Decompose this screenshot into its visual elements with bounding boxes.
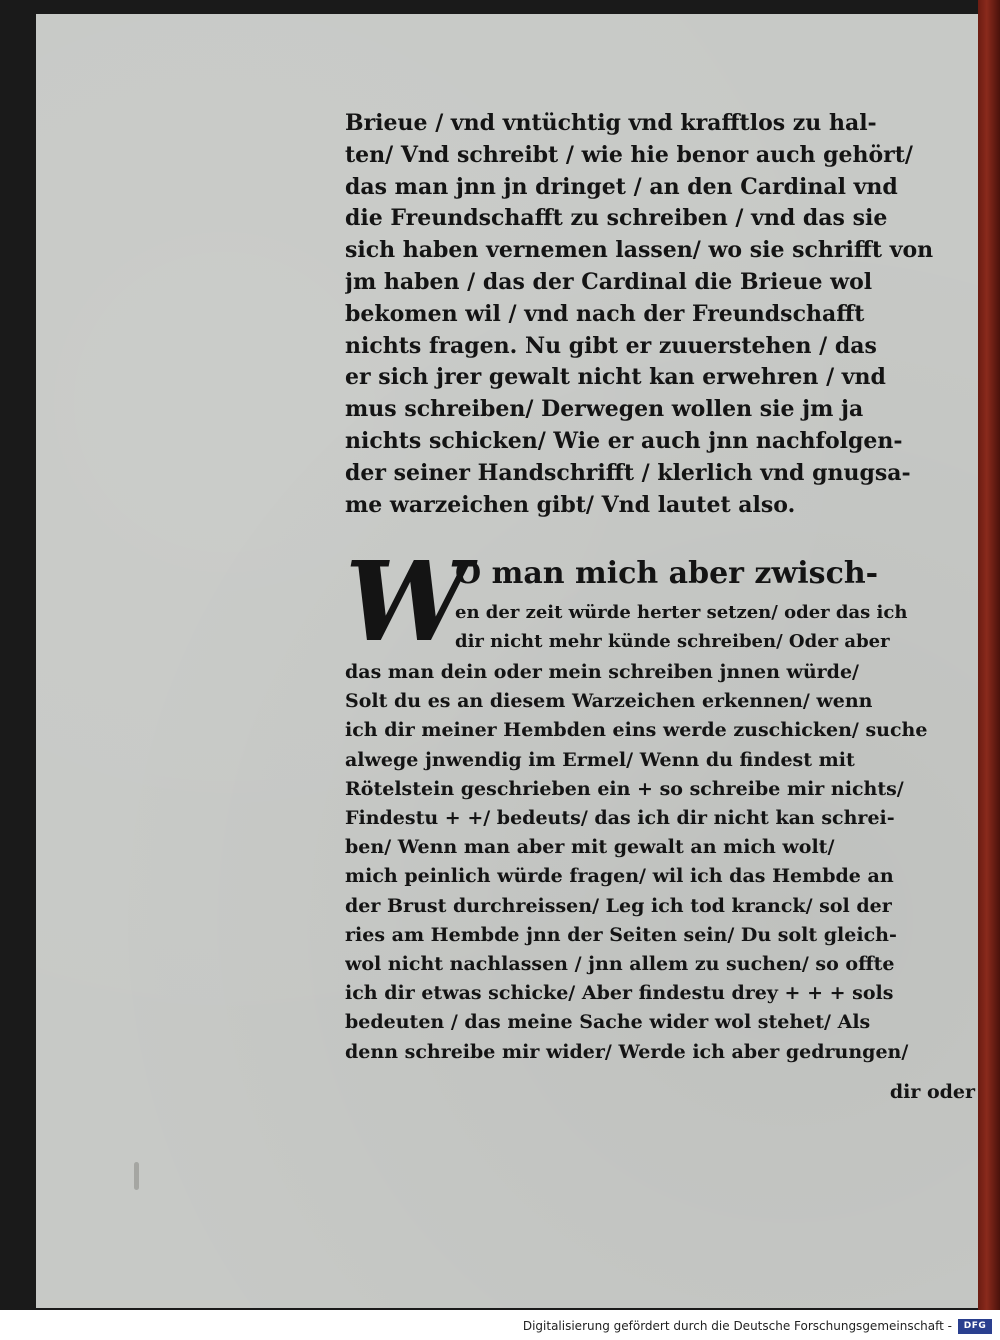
text-line: me warzeichen gibt/ Vnd lautet also.: [345, 491, 796, 518]
text-line: der seiner Handschrifft / klerlich vnd gnugsa-: [345, 459, 911, 486]
text-line: dir nicht mehr künde schreiben/ Oder aber: [455, 631, 890, 652]
footer: [0, 1316, 1000, 1340]
text-line: denn schreibe mir wider/ Werde ich aber gedrungen/: [345, 1040, 909, 1063]
text-line: das man dein oder mein schreiben jnnen würde/: [345, 661, 859, 683]
catchword: dir oder: [889, 1081, 975, 1103]
text-line: das man jnn jn dringet / an den Cardinal vnd: [345, 173, 898, 200]
decorated-initial: W: [345, 537, 469, 666]
text-line: alwege jnwendig im Ermel/ Wenn du findest mit: [345, 748, 855, 771]
paragraph-2: [345, 658, 975, 1067]
funding-notice: Digitalisierung gefördert durch die Deutsche Forschungsgemeinschaft -: [522, 1319, 952, 1333]
text-line: jm haben / das der Cardinal die Brieue wol: [345, 268, 873, 295]
text-line: nichts fragen. Nu gibt er zuuerstehen / das: [345, 332, 877, 359]
text-line: wol nicht nachlassen / jnn allem zu suchen/ so offte: [345, 953, 895, 976]
paragraph-1: [345, 108, 975, 521]
text-line: der Brust durchreissen/ Leg ich tod kranck/ sol der: [345, 894, 892, 917]
text-line: ten/ Vnd schreibt / wie hie benor auch gehört/: [345, 141, 913, 168]
dfg-logo: DFG: [958, 1319, 992, 1334]
text-line: Brieue / vnd vntüchtig vnd krafftlos zu hal-: [345, 110, 877, 136]
paragraph-2-indented: [455, 598, 975, 656]
text-line: ich dir meiner Hembden eins werde zuschicken/ suche: [345, 719, 928, 742]
text-line: sich haben vernemen lassen/ wo sie schrifft von: [345, 237, 934, 264]
text-line: ich dir etwas schicke/ Aber findestu drey + + + sols: [345, 982, 894, 1005]
text-line: ben/ Wenn man aber mit gewalt an mich wolt/: [345, 836, 835, 859]
text-line: die Freundschafft zu schreiben / vnd das sie: [345, 205, 888, 232]
text-line: ries am Hembde jnn der Seiten sein/ Du solt gleich-: [345, 923, 897, 946]
book-spine: [978, 0, 1000, 1310]
text-line: en der zeit würde herter setzen/ oder das ich: [455, 602, 908, 623]
text-line: bedeuten / das meine Sache wider wol stehet/ Als: [345, 1011, 871, 1034]
paragraph-2-heading: O man mich aber zwisch-: [455, 556, 879, 591]
text-line: mus schreiben/ Derwegen wollen sie jm ja: [345, 396, 864, 423]
text-line: Solt du es an diesem Warzeichen erkennen/ wenn: [345, 690, 873, 713]
text-line: mich peinlich würde fragen/ wil ich das Hembde an: [345, 865, 894, 888]
text-line: bekomen wil / vnd nach der Freundschafft: [345, 300, 865, 327]
text-line: Rötelstein geschrieben ein + so schreibe mir nichts/: [345, 777, 904, 800]
text-line: Findestu + +/ bedeuts/ das ich dir nicht kan schrei-: [345, 807, 895, 830]
paper-stain: [134, 1162, 139, 1190]
text-line: er sich jrer gewalt nicht kan erwehren / vnd: [345, 364, 886, 391]
text-line: nichts schicken/ Wie er auch jnn nachfolgen-: [345, 427, 903, 454]
